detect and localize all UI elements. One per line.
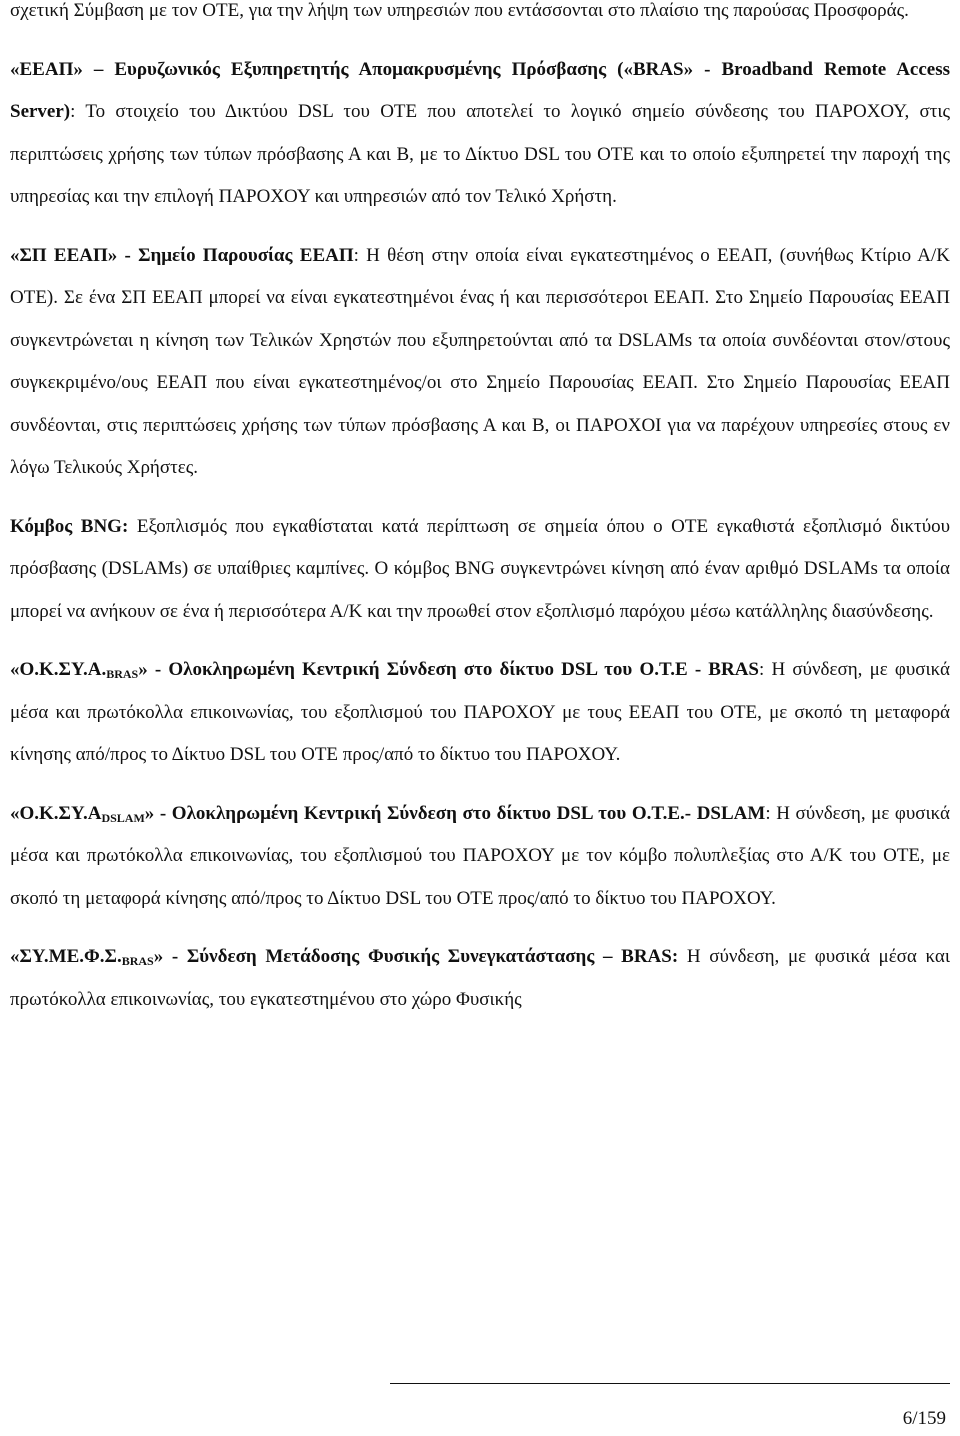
term-subscript: BRAS xyxy=(106,667,139,681)
definition-oksya-bras xyxy=(10,649,950,777)
definition-body: : Η σύνδεση, με φυσικά μέσα και πρωτόκολλα επικοινωνίας, του εξοπλισμού του ΠΑΡΟΧΟΥ με τους ΕΕΑΠ του ΟΤΕ, με σκοπό τη μεταφορά κίνησης από/προς το Δίκτυο DSL του ΟΤΕ προς/από το δίκτυο του ΠΑΡΟΧΟΥ. xyxy=(10,659,950,765)
definition-body: : Η θέση στην οποία είναι εγκατεστημένος ο ΕΕΑΠ, (συνήθως Κτίριο Α/Κ ΟΤΕ). Σε ένα ΣΠ ΕΕΑΠ μπορεί να είναι εγκατεστημένοι ένας ή και περισσότεροι ΕΕΑΠ. Στο Σημείο Παρουσίας ΕΕΑΠ συγκεντρώνεται η κίνηση των Τελικών Χρηστών που εξυπηρετούνται από τα DSLAMs τα οποία συνδέονται στον/στους συγκεκριμένο/ους ΕΕΑΠ που είναι εγκατεστημένος/οι στο Σημείο Παρουσίας ΕΕΑΠ. Στο Σημείο Παρουσίας ΕΕΑΠ συνδέονται, στις περιπτώσεις χρήσης των τύπων πρόσβασης Α και Β, οι ΠΑΡΟΧΟΙ για να παρέχουν υπηρεσίες στους εν λόγω Τελικούς Χρήστες. xyxy=(10,244,950,478)
footer-divider xyxy=(390,1383,950,1384)
definition-term: «$O.K.\Sigma\Upsilon.A_{DSLAM}$» - Ολοκληρωμένη Κεντρική Σύνδεση στο δίκτυο DSL του Ο.Τ.Ε.- DSLAM xyxy=(10,802,766,825)
definition-body: Εξοπλισμός που εγκαθίσταται κατά περίπτωση σε σημεία όπου ο ΟΤΕ εγκαθιστά εξοπλισμό δικτύου πρόσβασης (DSLAMs) σε υπαίθριες καμπίνες. Ο κόμβος BNG συγκεντρώνει κίνηση από έναν αριθμό DSLAMs τα οποία μπορεί να ανήκουν σε ένα ή περισσότερα Α/Κ και την προωθεί στον εξοπλισμό παρόχου μέσω κατάλληλης διασύνδεσης. xyxy=(10,515,951,622)
definition-sp-eeap xyxy=(10,235,950,490)
definition-body: : Η σύνδεση, με φυσικά μέσα και πρωτόκολλα επικοινωνίας, του εξοπλισμού του ΠΑΡΟΧΟΥ με τον κόμβο πολυπλεξίας στο Α/Κ του ΟΤΕ, με σκοπό τη μεταφορά κίνησης από/προς το Δίκτυο DSL του ΟΤΕ προς/από το δίκτυο του ΠΑΡΟΧΟΥ. xyxy=(10,802,951,909)
page-number: 6/159 xyxy=(902,1408,946,1429)
definition-term: «ΕΕΑΠ» – Ευρυζωνικός Εξυπηρετητής Απομακρυσμένης Πρόσβασης («BRAS» - Broadband Remote Access Server) xyxy=(10,58,950,122)
term-subscript: DSLAM xyxy=(101,810,145,825)
definition-term: «$\Sigma\Upsilon.ME.\Phi.\Sigma._{BRAS}$» - Σύνδεση Μετάδοσης Φυσικής Συνεγκατάστασης – BRAS: xyxy=(10,946,679,968)
definition-bng xyxy=(10,506,950,634)
term-subscript: BRAS xyxy=(121,954,154,968)
definition-term: «$O.K.\Sigma\Upsilon.A._{BRAS}$» - Ολοκληρωμένη Κεντρική Σύνδεση στο δίκτυο DSL του Ο.Τ.Ε - BRAS xyxy=(10,659,759,681)
definition-body: Η σύνδεση, με φυσικά μέσα και πρωτόκολλα επικοινωνίας, του εγκατεστημένου στο χώρο Φυσικής xyxy=(10,946,950,1010)
definition-term: Κόμβος BNG: xyxy=(10,515,129,537)
definition-body: : Το στοιχείο του Δικτύου DSL του ΟΤΕ που αποτελεί το λογικό σημείο σύνδεσης του ΠΑΡΟΧΟΥ, στις περιπτώσεις χρήσης των τύπων πρόσβασης Α και Β, με το Δίκτυο DSL του ΟΤΕ και το οποίο εξυπηρετεί την παροχή της υπηρεσίας και την επιλογή ΠΑΡΟΧΟΥ και υπηρεσιών από τον Τελικό Χρήστη. xyxy=(10,101,950,207)
definition-symefs-bras xyxy=(10,936,950,1021)
intro-paragraph: σχετική Σύμβαση με τον ΟΤΕ, για την λήψη των υπηρεσιών που εντάσσονται στο πλαίσιο της παρούσας Προσφοράς. xyxy=(10,0,909,21)
definition-eeap xyxy=(10,49,950,219)
definition-oksya-dslam xyxy=(10,793,950,921)
document-page xyxy=(10,0,950,1021)
definition-term: «ΣΠ ΕΕΑΠ» - Σημείο Παρουσίας ΕΕΑΠ xyxy=(10,244,354,266)
